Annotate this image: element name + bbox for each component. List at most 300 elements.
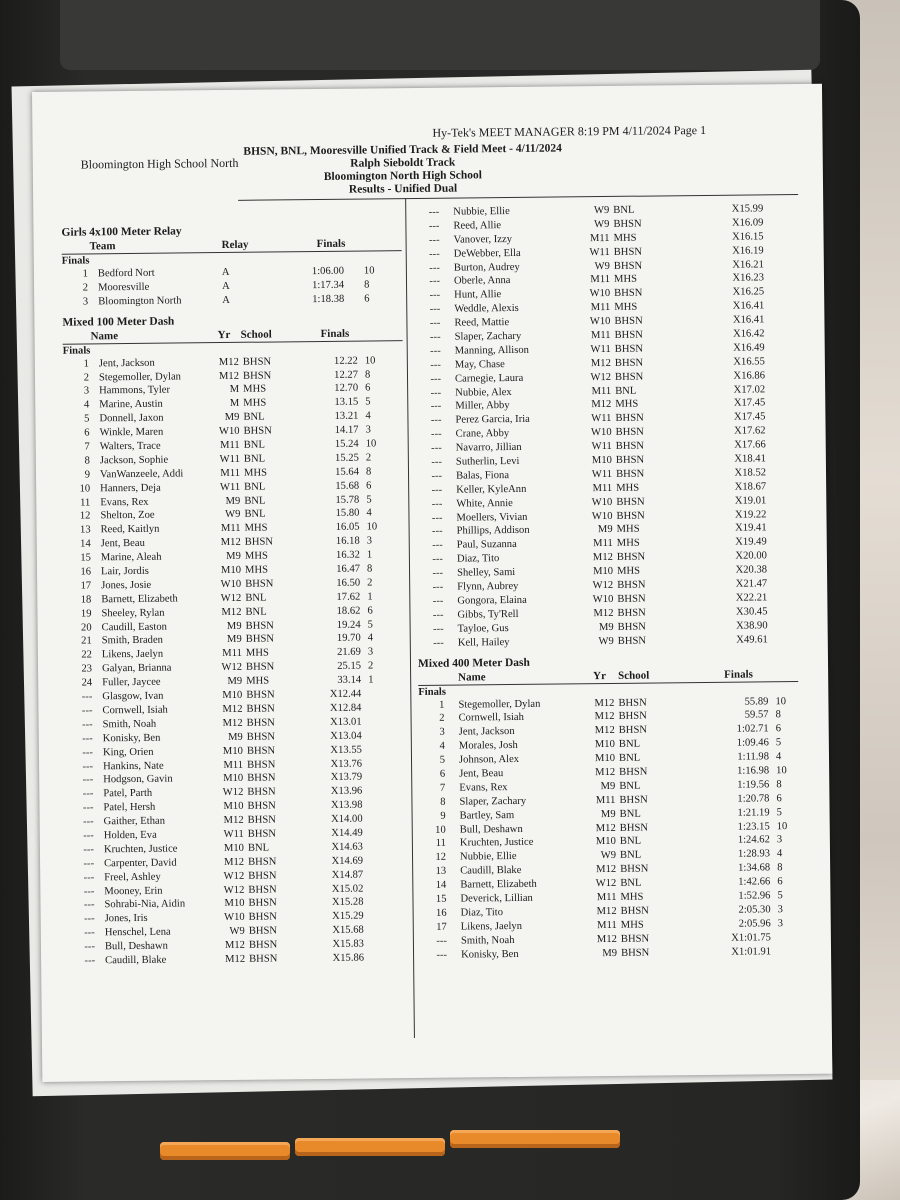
finals-time: 1:52.96 <box>738 890 771 902</box>
school: BHSN <box>247 786 276 799</box>
athlete-year: W11 <box>589 246 610 258</box>
finals-time: X16.15 <box>731 231 764 243</box>
points: 3 <box>777 917 784 929</box>
school: BHSN <box>619 794 648 806</box>
school: BHSN <box>613 246 643 258</box>
pencil-icon <box>160 1142 290 1160</box>
athlete-name: Oberle, Anna <box>453 275 511 288</box>
relay-letter: A <box>222 294 230 306</box>
athlete-name: Barnett, Elizabeth <box>101 593 178 606</box>
athlete-name: Caudill, Easton <box>101 621 167 633</box>
dash100-rows <box>63 354 409 969</box>
finals-time: X16.49 <box>733 342 765 354</box>
finals-time: X16.42 <box>733 328 765 340</box>
school: BHSN <box>620 905 649 917</box>
athlete-year: M10 <box>223 773 244 785</box>
place: 16 <box>80 566 92 578</box>
finals-time: X15.99 <box>731 203 764 215</box>
school: MHS <box>613 232 637 244</box>
athlete-year: M11 <box>590 274 611 286</box>
header-software: Hy-Tek's MEET MANAGER 8:19 PM 4/11/2024 Page 1 <box>432 122 707 140</box>
finals-time: 1:20.78 <box>737 793 770 805</box>
athlete-year: M9 <box>226 634 242 646</box>
points: 10 <box>776 820 788 832</box>
place: --- <box>431 442 442 454</box>
athlete-year: W12 <box>223 870 245 882</box>
school: BHSN <box>245 661 275 674</box>
place: 9 <box>440 810 446 822</box>
place: 3 <box>83 385 90 397</box>
finals-time: X13.04 <box>330 730 362 742</box>
athlete-name: Mooney, Erin <box>104 885 163 897</box>
place: --- <box>429 290 441 302</box>
points: 3 <box>777 904 783 916</box>
athlete-name: Smith, Noah <box>460 934 515 947</box>
col-finals: Finals <box>316 237 346 251</box>
col-finals: Finals <box>320 327 350 340</box>
athlete-name: Sheeley, Rylan <box>101 607 165 620</box>
points: 1 <box>367 591 373 603</box>
school: BHSN <box>248 856 277 868</box>
finals-time: 1:18.38 <box>312 293 345 305</box>
athlete-name: Patel, Parth <box>103 788 153 800</box>
place: 22 <box>81 649 92 661</box>
place: 14 <box>80 538 91 550</box>
athlete-name: Perez Garcia, Iria <box>455 414 530 426</box>
finals-time: X19.49 <box>735 536 767 549</box>
place: --- <box>432 623 444 635</box>
athlete-name: Keller, KyleAnn <box>456 483 527 496</box>
col-yr: Yr <box>217 328 231 341</box>
athlete-year: W10 <box>591 510 613 522</box>
school: MHS <box>244 522 268 535</box>
athlete-year: M11 <box>222 648 242 660</box>
finals-time: X17.45 <box>733 397 766 410</box>
place: 13 <box>435 865 447 878</box>
athlete-year: W9 <box>594 218 610 231</box>
place: 10 <box>79 483 91 495</box>
athlete-name: Nubbie, Ellie <box>459 851 517 863</box>
school: BHSN <box>247 814 276 826</box>
athlete-name: Caudill, Blake <box>460 865 522 877</box>
athlete-name: Hanners, Deja <box>100 482 161 494</box>
school: BNL <box>247 842 270 854</box>
athlete-name: Bull, Deshawn <box>459 823 523 836</box>
athlete-name: Hammons, Tyler <box>99 385 171 397</box>
dash400-rows <box>418 695 801 963</box>
finals-time: 1:24.62 <box>737 834 770 847</box>
place: --- <box>430 401 442 413</box>
finals-time: 12.70 <box>334 383 359 395</box>
athlete-year: M10 <box>223 800 244 813</box>
athlete-name: Jent, Beau <box>459 768 504 780</box>
athlete-year: W11 <box>590 343 611 356</box>
points: 6 <box>777 876 783 888</box>
finals-time: X18.67 <box>734 481 767 493</box>
place: --- <box>83 899 95 911</box>
place: --- <box>84 955 96 967</box>
athlete-name: Moellers, Vivian <box>456 511 528 524</box>
finals-time: X16.55 <box>733 356 765 368</box>
finals-time: X15.83 <box>332 938 364 950</box>
binder-flap <box>60 0 820 70</box>
team-name: Mooresville <box>97 281 150 294</box>
col-relay: Relay <box>221 238 249 252</box>
school: BHSN <box>245 633 275 646</box>
points: 6 <box>367 605 373 617</box>
finals-time: 13.15 <box>334 396 359 409</box>
athlete-name: Henschel, Lena <box>104 926 171 939</box>
finals-time: X16.23 <box>732 272 765 285</box>
points: 1 <box>368 674 374 686</box>
school: BNL <box>244 481 266 493</box>
school: BNL <box>615 385 637 397</box>
athlete-year: M <box>229 384 240 396</box>
school: BHSN <box>619 822 649 834</box>
school: BHSN <box>248 925 278 937</box>
school: BNL <box>618 752 641 764</box>
athlete-year: W11 <box>591 413 612 425</box>
school: BHSN <box>617 621 646 633</box>
finals-time: X15.28 <box>331 896 364 909</box>
finals-time: 19.24 <box>336 619 361 631</box>
athlete-year: W11 <box>223 828 244 840</box>
place: 15 <box>435 893 447 905</box>
finals-time: X20.00 <box>735 550 767 562</box>
school: BNL <box>619 836 642 848</box>
place: --- <box>432 609 444 621</box>
athlete-name: Stegemoller, Dylan <box>98 371 181 383</box>
athlete-name: Deverick, Lillian <box>460 892 533 905</box>
place: 2 <box>82 282 89 294</box>
athlete-year: M12 <box>590 357 611 369</box>
athlete-name: Hunt, Allie <box>454 289 502 301</box>
school: MHS <box>614 301 638 314</box>
athlete-name: Smith, Noah <box>102 718 157 731</box>
finals-time: 15.64 <box>335 466 360 478</box>
school: BHSN <box>247 772 276 785</box>
athlete-name: Marine, Austin <box>99 398 163 411</box>
finals-time: X13.98 <box>330 799 363 812</box>
result-row <box>62 292 402 309</box>
athlete-name: Winkle, Maren <box>99 426 164 439</box>
athlete-name: Konisky, Ben <box>460 948 519 961</box>
place: --- <box>84 913 95 925</box>
place: --- <box>431 526 443 538</box>
athlete-name: Jackson, Sophie <box>99 454 169 467</box>
athlete-year: M12 <box>593 607 614 619</box>
finals-time: X16.21 <box>732 258 764 271</box>
place: 3 <box>439 726 445 739</box>
school: BHSN <box>615 426 644 439</box>
school: BHSN <box>619 766 648 778</box>
place: --- <box>428 220 440 232</box>
athlete-year: M11 <box>220 523 241 535</box>
school: MHS <box>616 482 640 494</box>
athlete-name: Jent, Beau <box>100 538 145 550</box>
points: 4 <box>365 410 371 422</box>
team-name: Bedford Nort <box>97 267 155 280</box>
athlete-name: Cornwell, Isiah <box>458 712 524 724</box>
place: --- <box>431 484 443 496</box>
place: --- <box>82 774 94 786</box>
athlete-year: M9 <box>225 495 241 507</box>
athlete-year: M12 <box>595 766 616 779</box>
results-page <box>32 84 832 1082</box>
header-school: Bloomington High School North <box>80 155 239 172</box>
athlete-name: Bartley, Sam <box>459 809 515 822</box>
finals-time: 16.50 <box>336 577 361 589</box>
athlete-name: Smith, Braden <box>101 635 164 647</box>
event-title-relay: Girls 4x100 Meter Relay <box>61 225 182 239</box>
athlete-name: Evans, Rex <box>100 496 149 508</box>
school: BHSN <box>246 703 275 715</box>
place: --- <box>84 941 96 953</box>
athlete-year: M11 <box>223 759 244 771</box>
athlete-year: M12 <box>224 939 246 952</box>
points: 4 <box>367 632 374 644</box>
finals-time: X14.00 <box>331 813 363 825</box>
school: MHS <box>616 538 640 550</box>
finals-time: X14.49 <box>331 827 363 839</box>
finals-time: X38.90 <box>736 620 768 632</box>
finals-time: X17.02 <box>733 383 766 396</box>
school: BNL <box>243 453 266 465</box>
athlete-year: M9 <box>227 731 243 743</box>
finals-time: X17.66 <box>734 439 766 451</box>
athlete-name: King, Orien <box>102 746 154 758</box>
place: 11 <box>80 496 91 509</box>
athlete-name: Balas, Fiona <box>455 469 510 482</box>
athlete-name: Carpenter, David <box>104 857 177 870</box>
athlete-year: M12 <box>595 822 616 834</box>
place: 6 <box>439 768 446 780</box>
athlete-name: Lair, Jordis <box>100 565 149 578</box>
finals-time: X15.68 <box>332 924 364 937</box>
finals-time: X18.41 <box>734 453 766 465</box>
school: MHS <box>243 467 268 479</box>
place: --- <box>82 816 94 828</box>
school: BHSN <box>614 315 643 328</box>
athlete-year: W11 <box>591 468 613 481</box>
school: MHS <box>243 384 267 396</box>
school: BHSN <box>248 939 278 951</box>
athlete-year: M11 <box>590 329 611 342</box>
athlete-name: Jones, Iris <box>104 913 148 925</box>
athlete-name: Kell, Hailey <box>457 636 510 649</box>
place: 9 <box>84 469 91 481</box>
finals-time: X20.38 <box>735 564 768 576</box>
place: 2 <box>83 371 90 384</box>
relay-finals-label: Finals <box>61 255 90 267</box>
school: BNL <box>244 495 266 507</box>
athlete-name: Manning, Allison <box>454 344 529 357</box>
place: --- <box>430 373 442 385</box>
finals-time: 17.62 <box>336 591 361 603</box>
place: 19 <box>80 608 92 620</box>
place: 23 <box>81 663 93 675</box>
athlete-name: Patel, Hersh <box>103 801 156 814</box>
school: BHSN <box>617 579 646 591</box>
school: BNL <box>244 509 266 521</box>
athlete-year: M <box>229 398 240 410</box>
athlete-name: Fuller, Jaycee <box>102 676 161 689</box>
place: --- <box>430 415 442 427</box>
athlete-name: Likens, Jaelyn <box>460 920 523 933</box>
points: 2 <box>367 660 374 672</box>
relay-letter: A <box>221 266 230 279</box>
points: 10 <box>776 765 787 777</box>
athlete-year: M12 <box>596 933 617 945</box>
athlete-year: M12 <box>223 814 244 827</box>
school: BNL <box>619 808 641 820</box>
finals-time: X15.86 <box>332 952 365 964</box>
points: 10 <box>365 438 377 450</box>
place: --- <box>82 747 93 759</box>
athlete-year: M9 <box>597 524 613 536</box>
finals-time: 21.69 <box>336 646 361 659</box>
school: BHSN <box>620 933 650 945</box>
school: BHSN <box>614 357 644 369</box>
athlete-year: M12 <box>594 725 615 737</box>
finals-time: X17.45 <box>733 411 766 424</box>
finals-time: X16.41 <box>732 300 765 312</box>
place: 5 <box>84 413 90 425</box>
points: 8 <box>775 709 781 721</box>
school: BHSN <box>248 911 277 924</box>
athlete-name: Caudill, Blake <box>105 954 167 967</box>
place: --- <box>82 733 93 745</box>
place: 1 <box>439 699 445 711</box>
athlete-name: Likens, Jaelyn <box>101 649 164 661</box>
athlete-year: W10 <box>590 427 612 439</box>
athlete-year: M12 <box>594 697 615 709</box>
col-school: School <box>240 328 272 341</box>
athlete-name: Donnell, Jaxon <box>99 412 164 425</box>
athlete-name: Crane, Abby <box>455 428 510 440</box>
place: --- <box>428 206 440 218</box>
finals-time: 15.78 <box>335 494 360 506</box>
athlete-year: M10 <box>222 689 243 702</box>
right-column <box>413 202 801 962</box>
place: --- <box>436 935 447 947</box>
athlete-year: W9 <box>229 926 245 938</box>
place: 7 <box>439 782 446 794</box>
athlete-name: Nubbie, Alex <box>455 386 512 399</box>
finals-time: X30.45 <box>735 606 768 618</box>
athlete-name: Barnett, Elizabeth <box>460 878 537 891</box>
finals-time: X16.41 <box>732 314 765 326</box>
finals-time: 2:05.96 <box>738 918 771 930</box>
meet-title: BHSN, BNL, Mooresville Unified Track & Field Meet - 4/11/2024 <box>243 142 562 158</box>
athlete-name: Flynn, Aubrey <box>457 580 519 593</box>
place: --- <box>429 248 440 260</box>
place: --- <box>82 788 94 800</box>
school: BHSN <box>615 440 645 453</box>
athlete-year: M12 <box>218 356 239 368</box>
points: 6 <box>776 792 782 804</box>
athlete-year: W11 <box>219 481 241 493</box>
athlete-year: W9 <box>598 635 614 647</box>
points: 5 <box>776 806 782 818</box>
points: 8 <box>365 466 372 478</box>
place: 12 <box>435 852 447 864</box>
points: 4 <box>775 751 782 763</box>
place: --- <box>82 802 94 814</box>
school: BNL <box>245 606 267 618</box>
athlete-name: Reed, Allie <box>453 219 502 232</box>
school: BHSN <box>614 287 643 300</box>
athlete-name: Paul, Suzanna <box>456 539 517 551</box>
athlete-year: M12 <box>596 905 617 917</box>
event-title-100: Mixed 100 Meter Dash <box>62 315 175 329</box>
meet-venue: Ralph Sieboldt Track <box>350 156 456 170</box>
place: --- <box>428 234 440 246</box>
finals-time: X16.25 <box>732 286 765 299</box>
finals-time: 15.80 <box>335 508 360 520</box>
place: --- <box>81 719 93 731</box>
place: --- <box>429 331 441 343</box>
place: --- <box>436 949 448 961</box>
athlete-name: Navarro, Jillian <box>455 442 522 454</box>
points: 5 <box>366 494 372 506</box>
school: BHSN <box>247 800 276 812</box>
school: MHS <box>246 675 270 687</box>
athlete-name: Slaper, Zachary <box>459 795 527 808</box>
place: 5 <box>439 754 446 766</box>
school: BHSN <box>615 412 644 425</box>
finals-time: X13.01 <box>330 716 362 728</box>
athlete-name: Evans, Rex <box>459 781 508 794</box>
athlete-name: Cornwell, Isiah <box>102 704 168 717</box>
school: BHSN <box>248 870 277 882</box>
result-row <box>421 945 801 963</box>
athlete-name: Carnegie, Laura <box>454 372 524 385</box>
athlete-year: W12 <box>222 787 244 799</box>
place: 13 <box>79 524 91 536</box>
finals-time: 1:21.19 <box>737 806 770 819</box>
points: 6 <box>365 382 371 394</box>
col-yr: Yr <box>593 669 607 682</box>
place: 21 <box>81 635 92 647</box>
points: 5 <box>775 737 782 749</box>
athlete-name: Phillips, Addison <box>456 525 530 538</box>
athlete-year: M12 <box>218 370 240 382</box>
place: --- <box>429 317 441 329</box>
athlete-year: M11 <box>220 467 241 479</box>
athlete-year: M11 <box>591 385 612 397</box>
school: BHSN <box>618 724 648 737</box>
finals-time: X16.19 <box>732 245 764 257</box>
athlete-name: Miller, Abby <box>455 400 510 413</box>
result-row <box>418 633 798 651</box>
place: --- <box>81 691 93 703</box>
athlete-name: Nubbie, Ellie <box>453 206 510 218</box>
school: BHSN <box>616 510 645 522</box>
points: 3 <box>367 646 374 658</box>
points: 3 <box>366 535 373 547</box>
athlete-name: Tayloe, Gus <box>457 622 509 635</box>
finals-time: X14.63 <box>331 841 363 853</box>
athlete-year: M10 <box>594 752 616 765</box>
athlete-year: M12 <box>221 606 242 618</box>
athlete-year: W9 <box>594 260 610 272</box>
place: --- <box>83 844 94 856</box>
school: BHSN <box>614 343 644 355</box>
finals-time: 15.25 <box>334 452 359 464</box>
athlete-year: M9 <box>598 621 614 633</box>
place: 7 <box>84 441 90 453</box>
